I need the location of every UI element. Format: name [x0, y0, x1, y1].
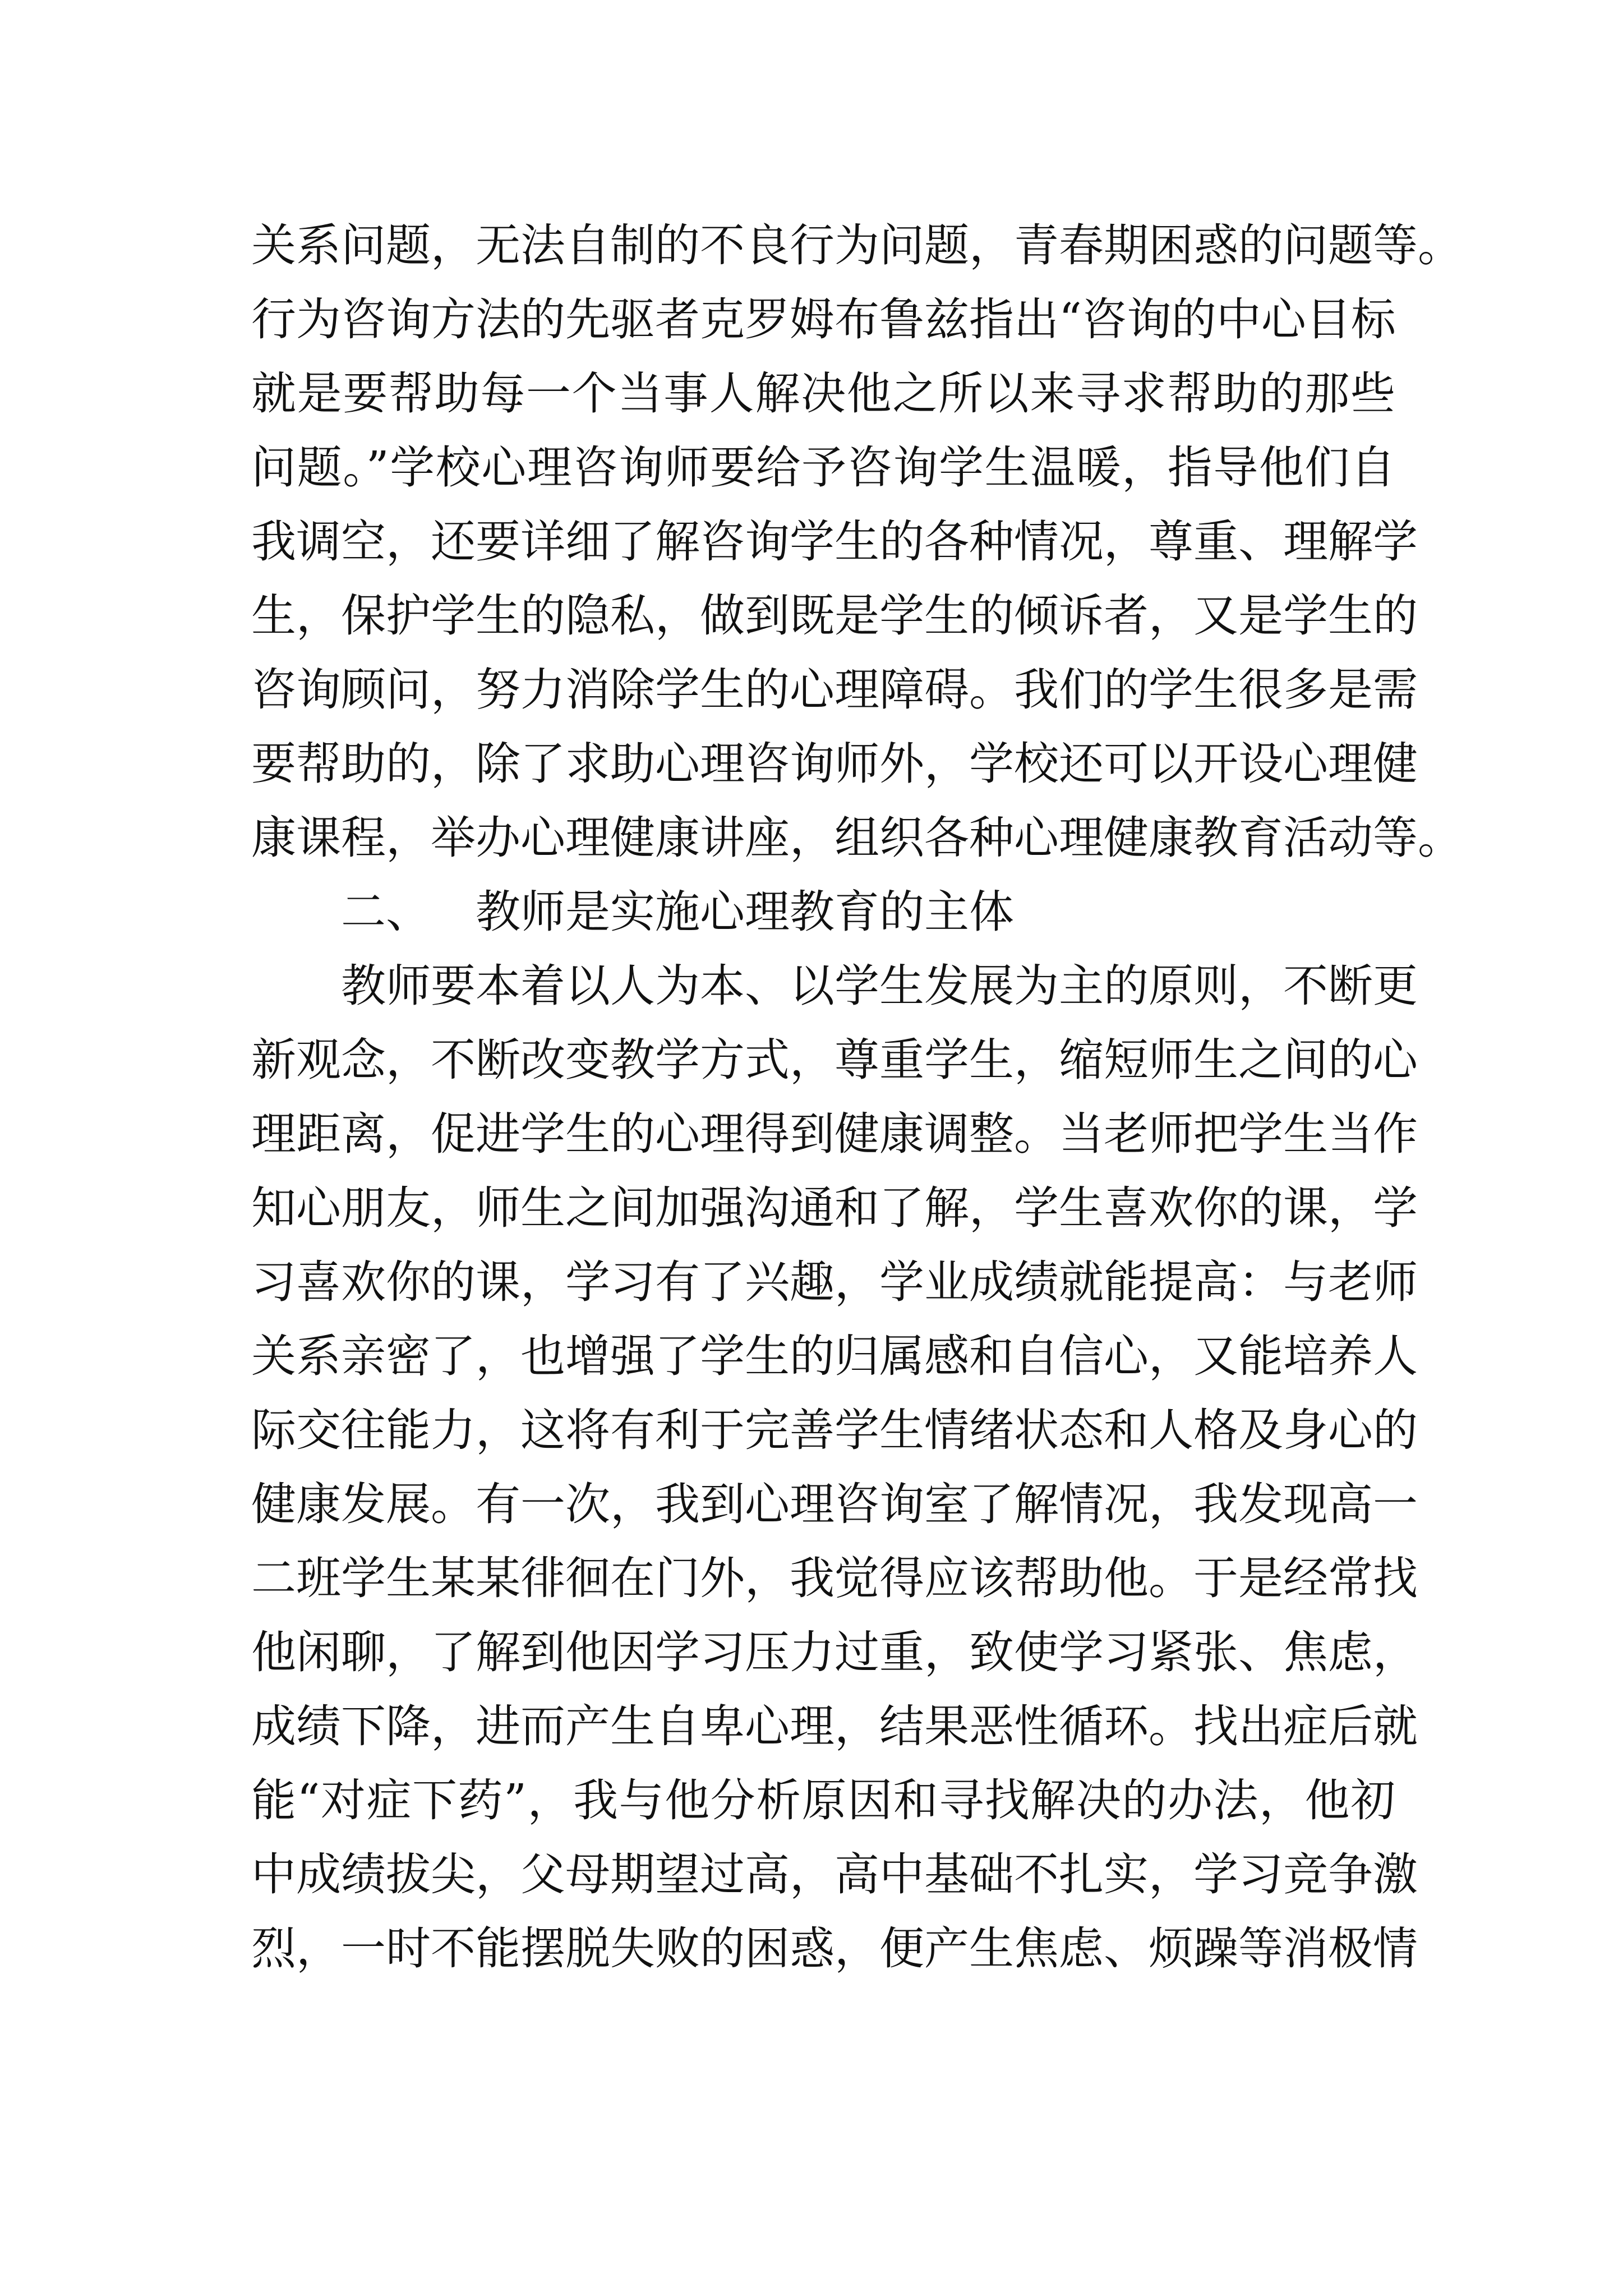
text-line: 就是要帮助每一个当事人解决他之所以来寻求帮助的那些: [251, 367, 1395, 420]
text-line: 习喜欢你的课，学习有了兴趣，学业成绩就能提高：与老师: [251, 1256, 1418, 1308]
text-line: 咨询顾问，努力消除学生的心理障碍。我们的学生很多是需: [251, 664, 1418, 716]
text-line: 我调空，还要详细了解咨询学生的各种情况，尊重、理解学: [251, 516, 1418, 568]
text-line: 烈，一时不能摆脱失败的困惑，便产生焦虑、烦躁等消极情: [251, 1922, 1418, 1975]
text-line: 健康发展。有一次，我到心理咨询室了解情况，我发现高一: [251, 1478, 1418, 1530]
text-line: 关系问题，无法自制的不良行为问题，青春期困惑的问题等。: [251, 219, 1463, 272]
text-line: 问题。”学校心理咨询师要给予咨询学生温暖，指导他们自: [251, 441, 1395, 494]
section-heading: [251, 875, 1395, 949]
text-line: 行为咨询方法的先驱者克罗姆布鲁兹指出“咨询的中心目标: [251, 293, 1396, 346]
body-text: [251, 209, 1463, 1986]
text-line: 二班学生某某徘徊在门外，我觉得应该帮助他。于是经常找: [251, 1552, 1418, 1604]
paragraph-continued: [251, 209, 1463, 875]
paragraph-teacher-role: [251, 949, 1418, 1986]
text-line: 新观念，不断改变教学方式，尊重学生，缩短师生之间的心: [251, 1034, 1418, 1086]
text-line: 教师要本着以人为本、以学生发展为主的原则，不断更: [341, 960, 1418, 1012]
text-line: 要帮助的，除了求助心理咨询师外，学校还可以开设心理健: [251, 738, 1418, 790]
text-line: 生，保护学生的隐私，做到既是学生的倾诉者，又是学生的: [251, 590, 1418, 642]
text-line: 理距离，促进学生的心理得到健康调整。当老师把学生当作: [251, 1108, 1418, 1160]
text-line: 他闲聊，了解到他因学习压力过重，致使学习紧张、焦虑，: [251, 1626, 1418, 1678]
text-line: 成绩下降，进而产生自卑心理，结果恶性循环。找出症后就: [251, 1700, 1418, 1752]
section-number: 二、: [341, 886, 431, 938]
text-line: 能“对症下药”，我与他分析原因和寻找解决的办法，他初: [251, 1774, 1395, 1826]
text-line: 际交往能力，这将有利于完善学生情绪状态和人格及身心的: [251, 1404, 1418, 1456]
text-line: 关系亲密了，也增强了学生的归属感和自信心，又能培养人: [251, 1330, 1418, 1382]
section-title: 教师是实施心理教育的主体: [476, 886, 1014, 938]
text-line: 知心朋友，师生之间加强沟通和了解，学生喜欢你的课，学: [251, 1182, 1418, 1234]
text-line: 康课程，举办心理健康讲座，组织各种心理健康教育活动等。: [251, 812, 1463, 864]
text-line: 中成绩拔尖，父母期望过高，高中基础不扎实，学习竞争激: [251, 1848, 1418, 1901]
